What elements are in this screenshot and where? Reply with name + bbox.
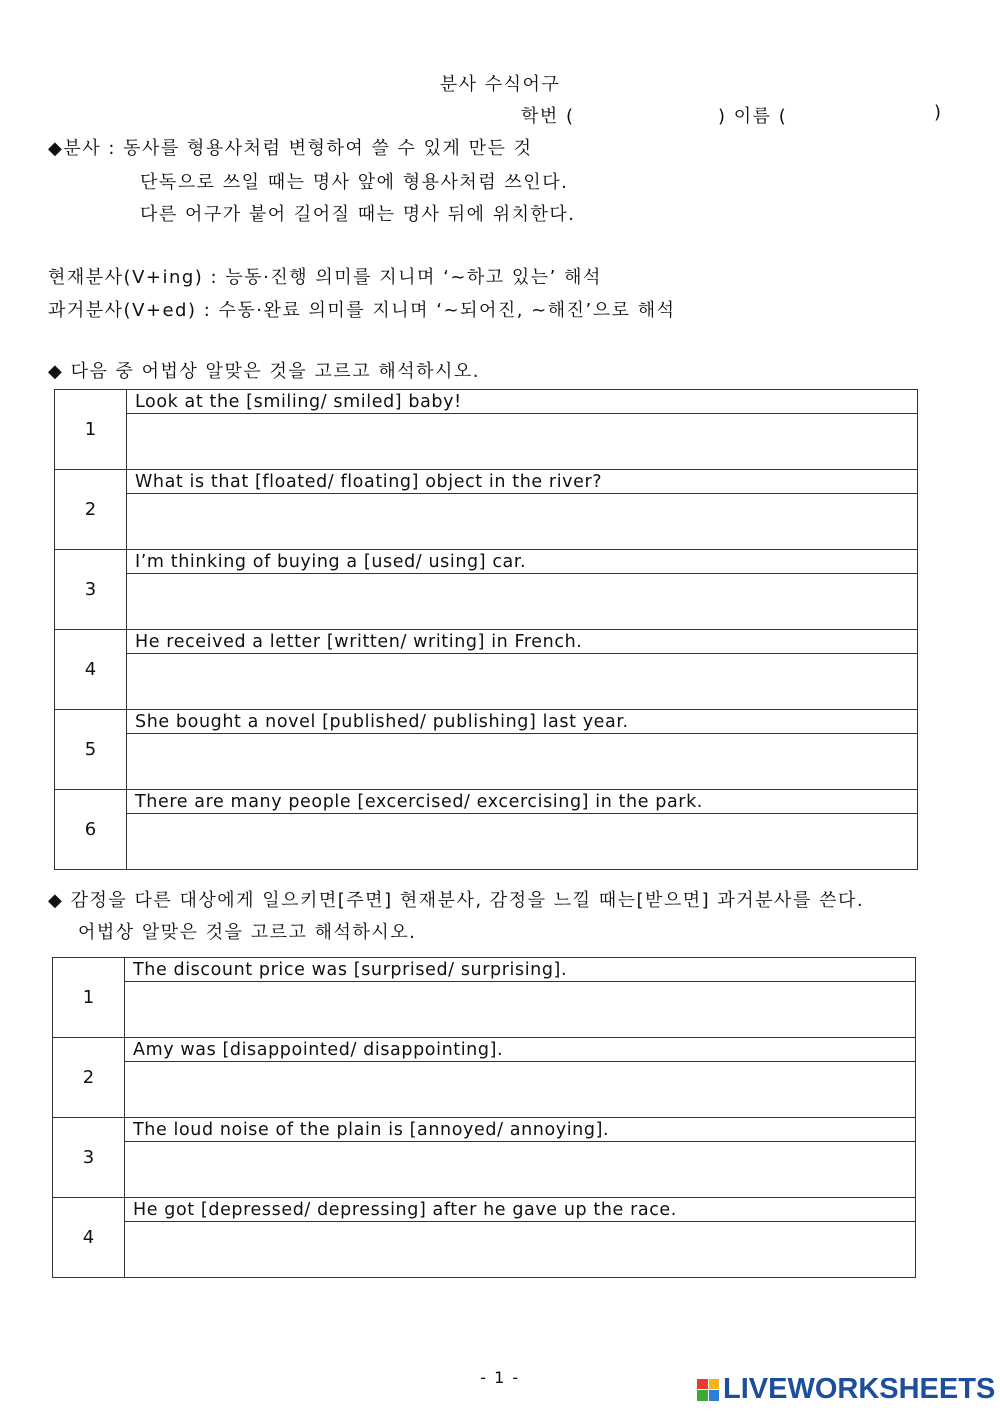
table-row: [53, 958, 916, 982]
section2-instruction: ◆ 감정을 다른 대상에게 일으키면[주면] 현재분사, 감정을 느낄 때는[받으면] 과거분사를 쓴다.: [48, 890, 865, 911]
question-sentence: He received a letter [written/ writing] in French.: [127, 630, 918, 654]
table-row: [53, 1198, 916, 1222]
table-row: [53, 1038, 916, 1062]
present-participle-note: 현재분사(V+ing) : 능동·진행 의미를 지니며 ‘~하고 있는’ 해석: [48, 267, 602, 288]
item-number: 6: [55, 790, 127, 870]
brand-logo[interactable]: [697, 1373, 995, 1406]
answer-field[interactable]: [125, 1142, 916, 1198]
exercise-table-1: [54, 389, 918, 870]
exercise-table-2: [52, 957, 916, 1278]
answer-field[interactable]: [125, 982, 916, 1038]
answer-field[interactable]: [127, 814, 918, 870]
definition-line-3: 다른 어구가 붙어 길어질 때는 명사 뒤에 위치한다.: [140, 204, 576, 225]
page-title: 분사 수식어구: [439, 74, 561, 95]
definition-line: ◆분사 : 동사를 형용사처럼 변형하여 쓸 수 있게 만든 것: [48, 138, 533, 159]
item-number: 1: [55, 390, 127, 470]
section1-instruction: ◆ 다음 중 어법상 알맞은 것을 고르고 해석하시오.: [48, 361, 480, 382]
table-row: [55, 550, 918, 574]
item-number: 1: [53, 958, 125, 1038]
table-row: [55, 790, 918, 814]
answer-field[interactable]: [127, 734, 918, 790]
item-number: 2: [53, 1038, 125, 1118]
name-label: ) 이름 (: [718, 106, 788, 127]
item-number: 2: [55, 470, 127, 550]
table-row: [55, 710, 918, 734]
table-row: [55, 630, 918, 654]
page-number: - 1 -: [480, 1368, 520, 1387]
answer-field[interactable]: [127, 574, 918, 630]
question-sentence: What is that [floated/ floating] object in the river?: [127, 470, 918, 494]
answer-field[interactable]: [127, 654, 918, 710]
definition-line-2: 단독으로 쓰일 때는 명사 앞에 형용사처럼 쓰인다.: [140, 172, 569, 193]
question-sentence: The loud noise of the plain is [annoyed/ annoying].: [125, 1118, 916, 1142]
past-participle-note: 과거분사(V+ed) : 수동·완료 의미를 지니며 ‘~되어진, ~해진’으로 해석: [48, 300, 676, 321]
table-row: [53, 1118, 916, 1142]
question-sentence: The discount price was [surprised/ surprising].: [125, 958, 916, 982]
item-number: 3: [53, 1118, 125, 1198]
question-sentence: She bought a novel [published/ publishing] last year.: [127, 710, 918, 734]
answer-field[interactable]: [125, 1222, 916, 1278]
item-number: 4: [53, 1198, 125, 1278]
brand-name: LIVEWORKSHEETS: [723, 1373, 996, 1405]
section2-instruction-2: 어법상 알맞은 것을 고르고 해석하시오.: [78, 922, 417, 943]
question-sentence: I’m thinking of buying a [used/ using] car.: [127, 550, 918, 574]
item-number: 3: [55, 550, 127, 630]
student-id-label: 학번 (: [521, 106, 575, 127]
table-row: [55, 390, 918, 414]
answer-field[interactable]: [127, 494, 918, 550]
table-row: [55, 470, 918, 494]
item-number: 5: [55, 710, 127, 790]
question-sentence: Amy was [disappointed/ disappointing].: [125, 1038, 916, 1062]
answer-field[interactable]: [127, 414, 918, 470]
name-close-paren: ): [934, 102, 943, 123]
answer-field[interactable]: [125, 1062, 916, 1118]
question-sentence: There are many people [excercised/ excercising] in the park.: [127, 790, 918, 814]
question-sentence: Look at the [smiling/ smiled] baby!: [127, 390, 918, 414]
question-sentence: He got [depressed/ depressing] after he gave up the race.: [125, 1198, 916, 1222]
liveworksheets-logo-icon: [697, 1379, 719, 1401]
item-number: 4: [55, 630, 127, 710]
